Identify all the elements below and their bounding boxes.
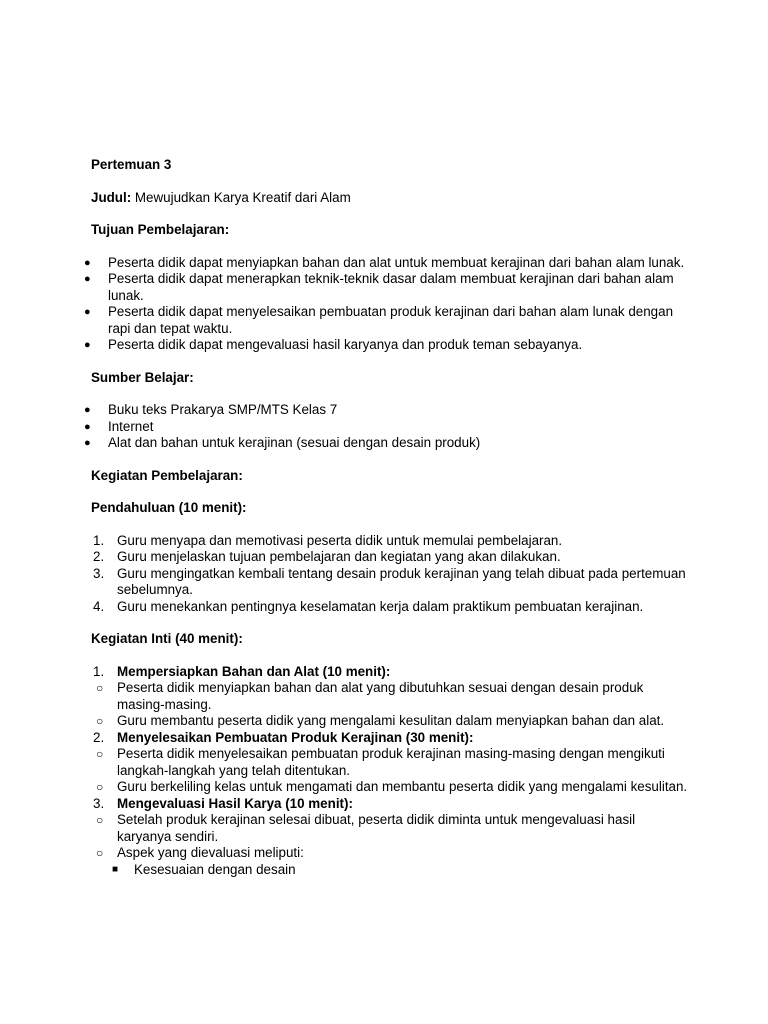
list-item: 2. Menyelesaikan Pembuatan Produk Kerajinan (30 menit): ○ Peserta didik menyelesaikan pembuatan produk kerajinan masing-masing dengan mengikuti langkah-langkah yang telah ditentukan. ○ Guru berkeliling kelas untuk mengamati dan membantu peserta didik yang mengalami kesulitan. (91, 730, 691, 796)
resources-list (84, 402, 691, 452)
intro-heading: Pendahuluan (10 menit): (91, 500, 247, 515)
bullet-icon: ● (84, 306, 91, 318)
sub-list (74, 680, 691, 730)
sub-list (74, 746, 691, 796)
circle-bullet-icon: ○ (96, 813, 104, 827)
title-label: Judul: (91, 189, 132, 205)
circle-bullet-icon: ○ (96, 681, 104, 695)
step-title: Mengevaluasi Hasil Karya (10 menit): (117, 795, 353, 811)
bullet-icon: ● (84, 404, 91, 416)
circle-bullet-icon: ○ (96, 780, 104, 794)
list-item: 3. Guru mengingatkan kembali tentang desain produk kerajinan yang telah dibuat pada pertemuan sebelumnya. (93, 565, 686, 597)
list-item: ○ Aspek yang dievaluasi meliputi: (96, 845, 304, 860)
list-item: ○ Guru berkeliling kelas untuk mengamati dan membantu peserta didik yang mengalami kesulitan. (96, 779, 688, 794)
title-text: Mewujudkan Karya Kreatif dari Alam (134, 189, 351, 205)
step-title: Menyelesaikan Pembuatan Produk Kerajinan (30 menit): (117, 729, 474, 745)
circle-bullet-icon: ○ (96, 714, 104, 728)
bullet-icon: ● (84, 256, 91, 269)
circle-bullet-icon: ○ (96, 846, 104, 860)
list-item: ○ Guru membantu peserta didik yang mengalami kesulitan dalam menyiapkan bahan dan alat. (96, 713, 665, 728)
intro-list (91, 533, 691, 616)
list-item: ■ Kesesuaian dengan desain (112, 861, 296, 877)
bullet-icon: ● (84, 273, 91, 285)
list-item: ○ Peserta didik menyelesaikan pembuatan produk kerajinan masing-masing dengan mengikuti langkah-langkah yang telah ditentukan. (96, 746, 665, 778)
meeting-heading: Pertemuan 3 (91, 157, 172, 172)
list-item: 4. Guru menekankan pentingnya keselamatan kerja dalam praktikum pembuatan kerajinan. (93, 598, 644, 614)
list-item: ● Alat dan bahan untuk kerajinan (sesuai dengan desain produk) (84, 435, 481, 450)
bullet-icon: ● (84, 339, 91, 351)
list-item: 2. Guru menjelaskan tujuan pembelajaran dan kegiatan yang akan dilakukan. (93, 549, 561, 564)
list-item: 3. Mengevaluasi Hasil Karya (10 menit): ○ Setelah produk kerajinan selesai dibuat, peserta didik diminta untuk mengevaluasi hasil karyanya sendiri. ○ Aspek yang dievaluasi meliputi: ■ Kesesuaian dengan desain (91, 796, 691, 879)
bullet-icon: ● (84, 420, 91, 433)
circle-bullet-icon: ○ (96, 747, 104, 761)
sub-list (74, 812, 691, 862)
square-bullet-icon: ■ (112, 863, 119, 875)
core-list (91, 664, 691, 879)
bullet-icon: ● (84, 437, 91, 449)
title-line (91, 190, 691, 207)
list-item: ● Internet (84, 418, 154, 434)
list-item: ● Peserta didik dapat menerapkan teknik-teknik dasar dalam membuat kerajinan dari bahan alam lunak. (84, 271, 674, 303)
list-item: 1. Guru menyapa dan memotivasi peserta didik untuk memulai pembelajaran. (93, 532, 563, 548)
activities-heading: Kegiatan Pembelajaran: (91, 467, 243, 483)
core-heading: Kegiatan Inti (40 menit): (91, 631, 243, 646)
resources-heading: Sumber Belajar: (91, 369, 194, 385)
list-item: ○ Peserta didik menyiapkan bahan dan alat yang dibutuhkan sesuai dengan desain produk masing-masing. (96, 680, 644, 712)
list-item: ● Peserta didik dapat mengevaluasi hasil karyanya dan produk teman sebayanya. (84, 337, 583, 352)
objectives-heading: Tujuan Pembelajaran: (91, 222, 230, 237)
list-item: ● Buku teks Prakarya SMP/MTS Kelas 7 (84, 402, 338, 417)
list-item: 1. Mempersiapkan Bahan dan Alat (10 menit): ○ Peserta didik menyiapkan bahan dan alat yang dibutuhkan sesuai dengan desain produk masing-masing. ○ Guru membantu peserta didik yang mengalami kesulitan dalam menyiapkan bahan dan alat. (91, 664, 691, 730)
document-content (84, 157, 691, 894)
step-title: Mempersiapkan Bahan dan Alat (10 menit): (117, 663, 391, 679)
sub-sub-list (74, 862, 691, 879)
list-item: ● Peserta didik dapat menyelesaikan pembuatan produk kerajinan dari bahan alam lunak dengan rapi dan tepat waktu. (84, 304, 674, 336)
list-item: ○ Setelah produk kerajinan selesai dibuat, peserta didik diminta untuk mengevaluasi hasil karyanya sendiri. (96, 812, 636, 844)
objectives-list (84, 254, 691, 354)
list-item: ● Peserta didik dapat menyiapkan bahan dan alat untuk membuat kerajinan dari bahan alam lunak. (84, 254, 685, 270)
